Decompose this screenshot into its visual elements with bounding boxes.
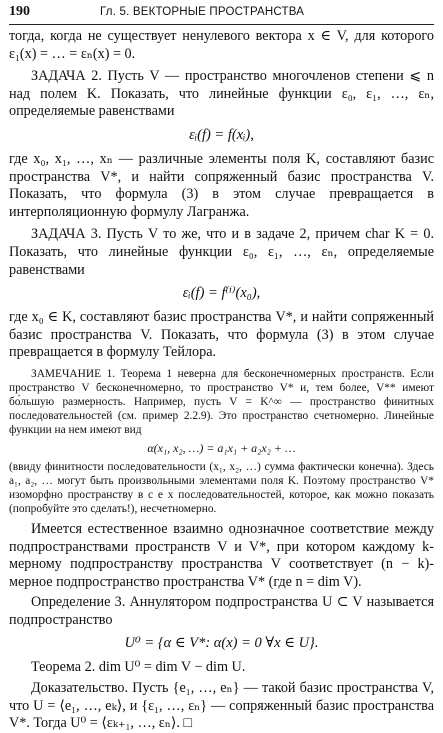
formula-problem-2: εᵢ(f) = f(xᵢ),	[189, 126, 254, 143]
theorem-2: Теорема 2. dim U⁰ = dim V − dim U.	[31, 659, 246, 676]
proof: Доказательство. Пусть {e₁, …, eₙ} — такой базис пространства V, что U = ⟨e₁, …, eₖ⟩, и {ε₁, …, εₙ} — сопряженный базис пространства V*. Тогда U⁰ = ⟨εₖ₊₁, …, εₙ⟩. □	[9, 680, 434, 732]
remark-1: ЗАМЕЧАНИЕ 1. Теорема 1 неверна для бесконечномерных пространств. Если пространство V бесконечномерно, то пространство V* и, тем более, V** имеют бо́льшую размерность. Например, пусть V = K^∞ — пространство финитных последовательностей (см. пример 2.2.9). Это пространство счетномерно. Линейные функции на нем имеют вид	[9, 367, 434, 436]
definition-3: Определение 3. Аннулятором подпространства U ⊂ V называется подпространство	[9, 594, 434, 628]
problem-3-continuation: где x₀ ∈ K, составляют базис пространства V*, и найти сопряженный базис пространства V. Показать, что формула (3) в этом случае превращается в формулу Тейлора.	[9, 309, 434, 361]
chapter-title: Гл. 5. ВЕКТОРНЫЕ ПРОСТРАНСТВА	[100, 6, 305, 18]
page-number: 190	[9, 4, 30, 19]
formula-linear-function: α(x₁, x₂, …) = a₁x₁ + a₂x₂ + …	[147, 440, 296, 455]
paragraph-continuation: тогда, когда не существует ненулевого вектора x ∈ V, для которого ε₁(x) = … = εₙ(x) = 0.	[9, 28, 434, 62]
remark-1-continuation: (ввиду финитности последовательности (x₁, x₂, …) сумма фактически конечна). Здесь a₁, a₂, … могут быть произвольными элементами поля K. Поэтому пространство V* изоморфно пространству в с е х последовательностей, которое, как можно показать (попробуйте это сделать!), несчетномерно.	[9, 460, 434, 515]
correspondence-paragraph: Имеется естественное взаимно однозначное соответствие между подпространствами пространств V и V*, при котором каждому k-мерному подпространству пространства V соответствует (n − k)-мерное подпространство пространства V* (где n = dim V).	[9, 520, 434, 590]
problem-3-statement: ЗАДАЧА 3. Пусть V то же, что и в задаче 2, причем char K = 0. Показать, что линейные функции ε₀, ε₁, …, εₙ, определяемые равенствами	[9, 226, 434, 278]
page-header	[9, 4, 434, 25]
formula-annihilator: U⁰ = {α ∈ V*: α(x) = 0 ∀x ∈ U}.	[124, 635, 319, 652]
formula-problem-3: εᵢ(f) = f⁽ⁱ⁾(x₀),	[182, 285, 261, 302]
problem-2-statement: ЗАДАЧА 2. Пусть V — пространство многочленов степени ⩽ n над полем K. Показать, что линейные функции ε₀, ε₁, …, εₙ, определяемые равенствами	[9, 68, 434, 120]
problem-2-continuation: где x₀, x₁, …, xₙ — различные элементы поля K, составляют базис пространства V*, и найти сопряженный базис пространства V. Показать, что формула (3) в этом случае превращается в интерполяционную формулу Лагранжа.	[9, 150, 434, 220]
